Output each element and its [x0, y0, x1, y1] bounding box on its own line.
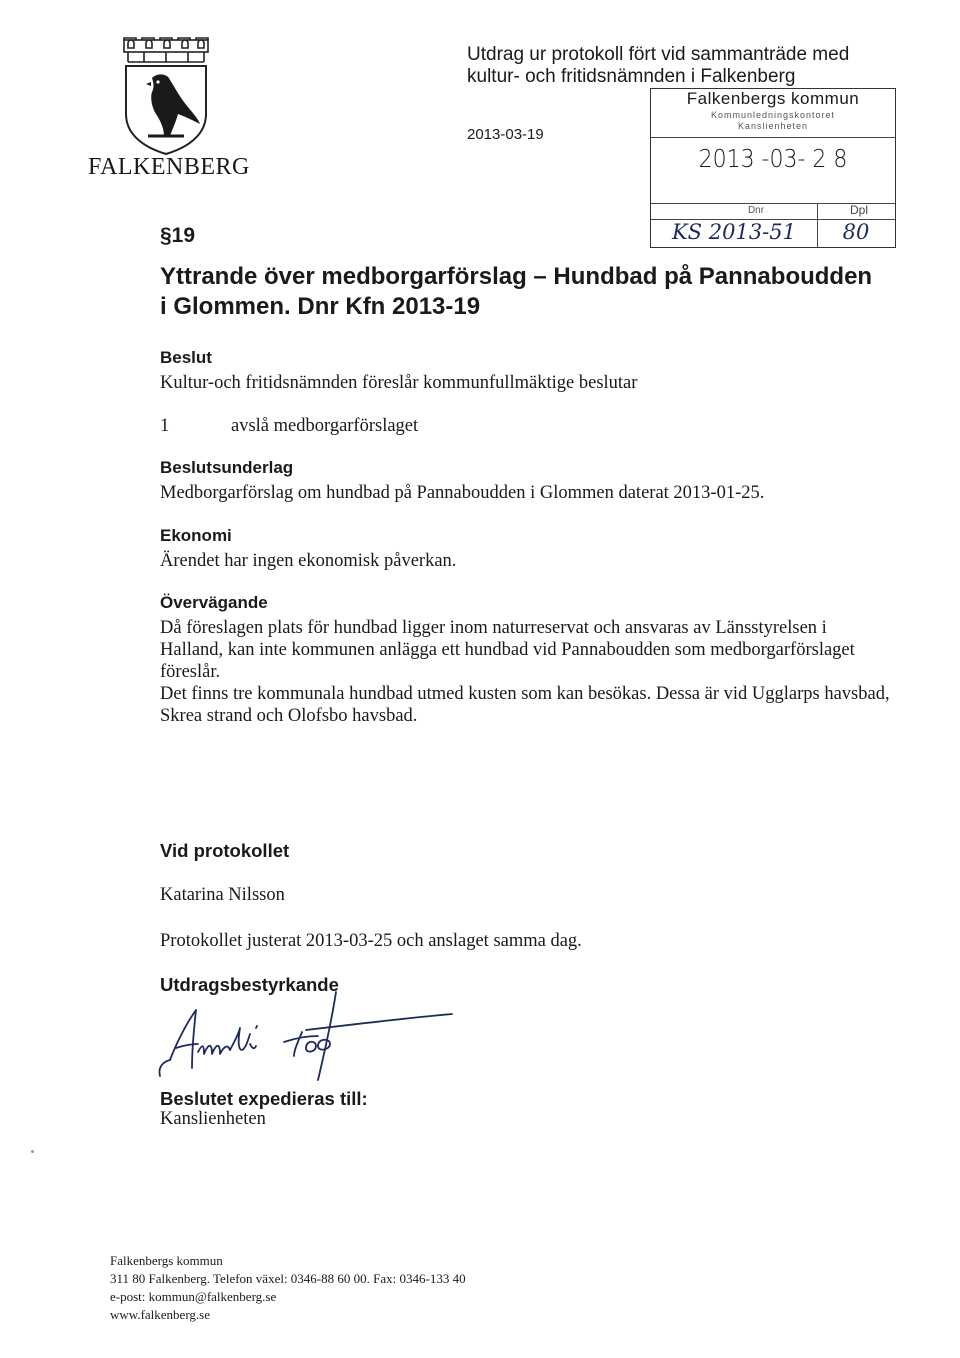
considerations-paragraph: Då föreslagen plats för hundbad ligger inom naturreservat och ansvaras av Länsstyrelsen i Halland, kan inte kommunen anlägga ett hundbad vid Pannaboudden som medborgarförslaget föreslår.	[160, 618, 855, 682]
stamp-dnr-label: Dnr	[747, 205, 765, 216]
stamp-dnr-handwritten: KS 2013-51	[671, 220, 796, 244]
decision-heading: Beslut	[160, 348, 212, 367]
economy-text: Ärendet har ingen ekonomisk påverkan.	[160, 551, 457, 571]
footer-address: 311 80 Falkenberg. Telefon växel: 0346-88 60 00. Fax: 0346-133 40	[110, 1271, 466, 1286]
falkenberg-coat-of-arms-logo	[118, 36, 214, 156]
stamp-divider	[651, 137, 895, 138]
basis-text: Medborgarförslag om hundbad på Pannaboudden i Glommen daterat 2013-01-25.	[160, 483, 765, 503]
footer-org: Falkenbergs kommun	[110, 1253, 223, 1268]
decision-text: Kultur-och fritidsnämnden föreslår kommunfullmäktige beslutar	[160, 373, 638, 393]
considerations-paragraph: Det finns tre kommunala hundbad utmed kusten som kan besökas. Dessa är vid Ugglarps havsbad, Skrea strand och Olofsbo havsbad.	[160, 684, 890, 726]
footer-website: www.falkenberg.se	[110, 1307, 210, 1322]
scan-speck	[31, 1150, 34, 1153]
stamp-organization: Falkenbergs kommun	[686, 89, 860, 108]
received-stamp	[650, 88, 896, 248]
footer-contact	[110, 1252, 466, 1324]
meeting-date: 2013-03-19	[467, 126, 544, 143]
stamp-received-date: 2013 -03- 2 8	[698, 145, 848, 174]
paragraph-number: §19	[160, 224, 196, 247]
justification-note: Protokollet justerat 2013-03-25 och anslaget samma dag.	[160, 931, 582, 951]
footer-email: e-post: kommun@falkenberg.se	[110, 1289, 277, 1304]
basis-heading: Beslutsunderlag	[160, 458, 294, 477]
case-heading: Yttrande över medborgarförslag – Hundbad på Pannaboudden i Glommen. Dnr Kfn 2013-19	[160, 263, 873, 320]
decision-item-number: 1	[160, 416, 170, 436]
dispatch-recipient: Kanslienheten	[160, 1109, 266, 1129]
protocol-heading: Vid protokollet	[160, 840, 290, 861]
title-line-1: Utdrag ur protokoll fört vid sammanträde med	[467, 44, 850, 65]
dispatch-heading: Beslutet expedieras till:	[160, 1088, 368, 1109]
decision-item-text: avslå medborgarförslaget	[231, 416, 419, 436]
title-line-2: kultur- och fritidsnämnden i Falkenberg	[467, 66, 796, 87]
stamp-dpl-handwritten: 80	[842, 220, 870, 244]
stamp-department: Kommunledningskontoret	[710, 110, 836, 120]
stamp-dpl-label: Dpl	[849, 203, 868, 217]
stamp-unit: Kanslienheten	[737, 121, 809, 131]
certification-heading: Utdragsbestyrkande	[160, 974, 339, 995]
protocol-extract-title	[467, 44, 849, 88]
municipality-name: FALKENBERG	[88, 154, 250, 180]
considerations-heading: Övervägande	[160, 593, 268, 612]
economy-heading: Ekonomi	[160, 526, 232, 545]
handwritten-signature	[146, 988, 466, 1084]
considerations-text	[160, 617, 890, 727]
secretary-name: Katarina Nilsson	[160, 885, 285, 905]
